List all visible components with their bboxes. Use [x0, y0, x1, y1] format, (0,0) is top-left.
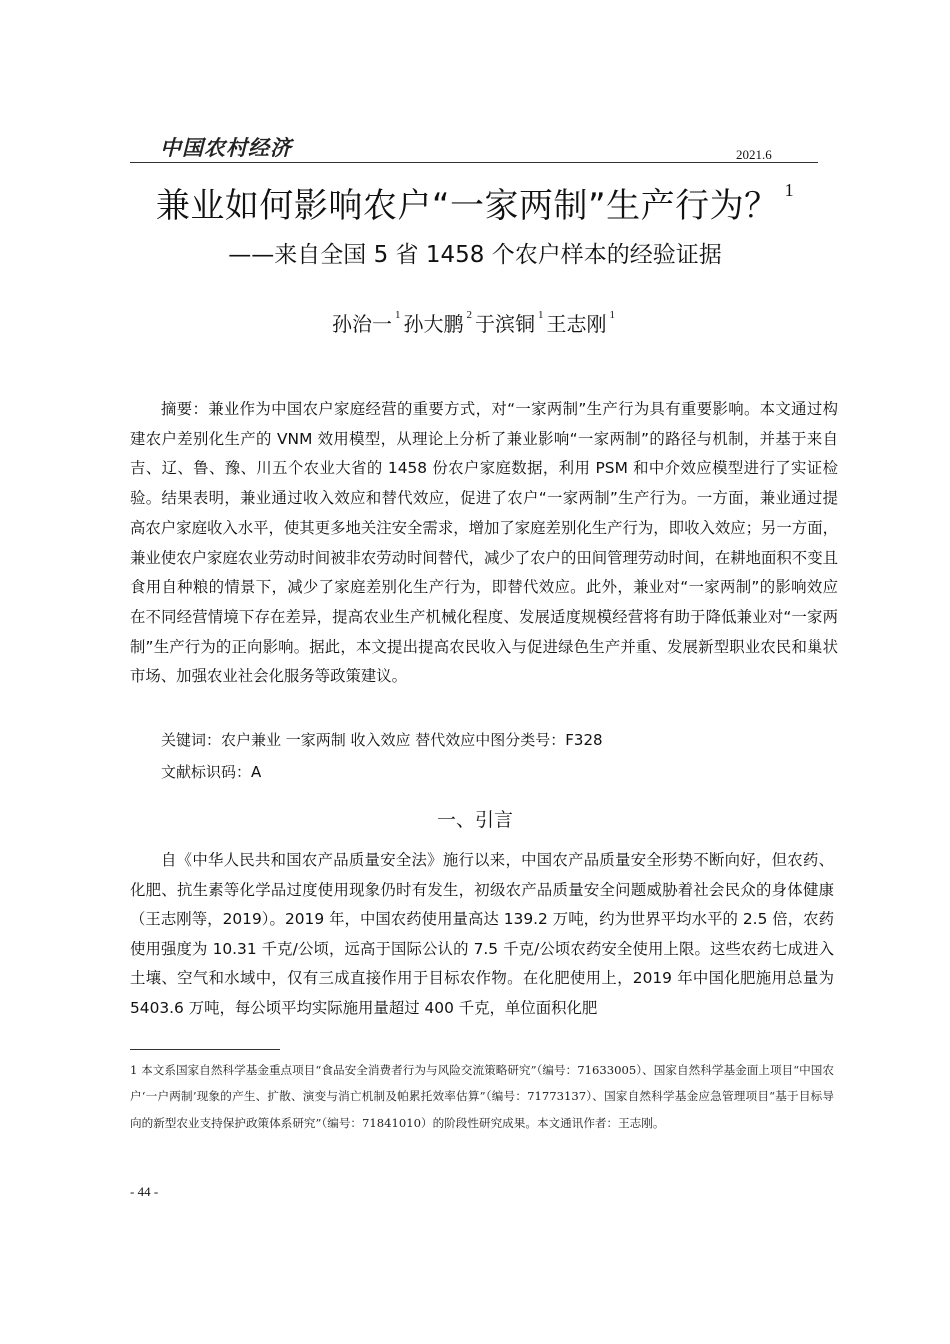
author-name: 王志刚 [546, 312, 607, 336]
author-list [0, 308, 950, 337]
section-heading: 一、引言 [436, 809, 513, 831]
paper-title [0, 178, 950, 227]
author-affiliation: 2 [466, 309, 472, 321]
journal-logo: 中国农村经济 [160, 135, 292, 160]
author-name: 于滨铜 [475, 312, 535, 336]
author-name: 孙治一 [332, 312, 392, 336]
title-footnote-mark[interactable]: 1 [784, 180, 795, 200]
paper-title-text: 兼业如何影响农户“一家两制”生产行为？ [155, 186, 779, 226]
paper-subtitle: ——来自全国 5 省 1458 个农户样本的经验证据 [228, 242, 722, 268]
author-affiliation: 1 [538, 309, 544, 321]
document-code-line: 文献标识码：A [161, 763, 262, 781]
keywords-line: 关键词：农户兼业 一家两制 收入效应 替代效应中图分类号：F328 [161, 731, 603, 749]
body-paragraph: 自《中华人民共和国农产品质量安全法》施行以来，中国农产品质量安全形势不断向好，但农药、化肥、抗生素等化学品过度使用现象仍时有发生，初级农产品质量安全问题威胁着社会民众的身体健康（王志刚等，2019）。2019 年，中国农药使用量高达 139.2 万吨，约为世界平均水平的 2.5 倍，农药使用强度为 10.31 千克/公顷，远高于国际公认的 7.5 千克/公顷农药安全使用上限。这些农药七成进入土壤、空气和水域中，仅有三成直接作用于目标农作物。在化肥使用上，2019 年中国化肥施用总量为 5403.6 万吨，每公顷平均实际施用量超过 400 千克，单位面积化肥 [130, 851, 834, 1017]
author-affiliation: 1 [395, 309, 401, 321]
abstract-paragraph: 摘要：兼业作为中国农户家庭经营的重要方式，对“一家两制”生产行为具有重要影响。本文通过构建农户差别化生产的 VNM 效用模型，从理论上分析了兼业影响“一家两制”的路径与机制，并基于来自吉、辽、鲁、豫、川五个农业大省的 1458 份农户家庭数据，利用 PSM 和中介效应模型进行了实证检验。结果表明，兼业通过收入效应和替代效应，促进了农户“一家两制”生产行为。一方面，兼业通过提高农户家庭收入水平，使其更多地关注安全需求，增加了家庭差别化生产行为，即收入效应；另一方面，兼业使农户家庭农业劳动时间被非农劳动时间替代，减少了农户的田间管理劳动时间，在耕地面积不变且食用自种粮的情景下，减少了家庭差别化生产行为，即替代效应。此外，兼业对“一家两制”的影响效应在不同经营情境下存在差异，提高农业生产机械化程度、发展适度规模经营将有助于降低兼业对“一家两制”生产行为的正向影响。据此，本文提出提高农民收入与促进绿色生产并重、发展新型职业农民和巢状市场、加强农业社会化服务等政策建议。 [130, 400, 838, 686]
issue-date: 2021.6 [736, 147, 772, 162]
author-affiliation: 1 [609, 309, 615, 321]
author-name: 孙大鹏 [403, 312, 464, 336]
footnote-rule [130, 1049, 280, 1050]
header-rule [130, 162, 818, 163]
footnote-text: 1 本文系国家自然科学基金重点项目“食品安全消费者行为与风险交流策略研究”（编号：71633005）、国家自然科学基金面上项目“中国农户‘一户两制’现象的产生、扩散、演变与消亡机制及帕累托效率估算”（编号：71773137）、国家自然科学基金应急管理项目“基于目标导向的新型农业支持保护政策体系研究”（编号：71841010）的阶段性研究成果。本文通讯作者：王志刚。 [130, 1063, 834, 1130]
page-number: - 44 - [130, 1184, 159, 1199]
